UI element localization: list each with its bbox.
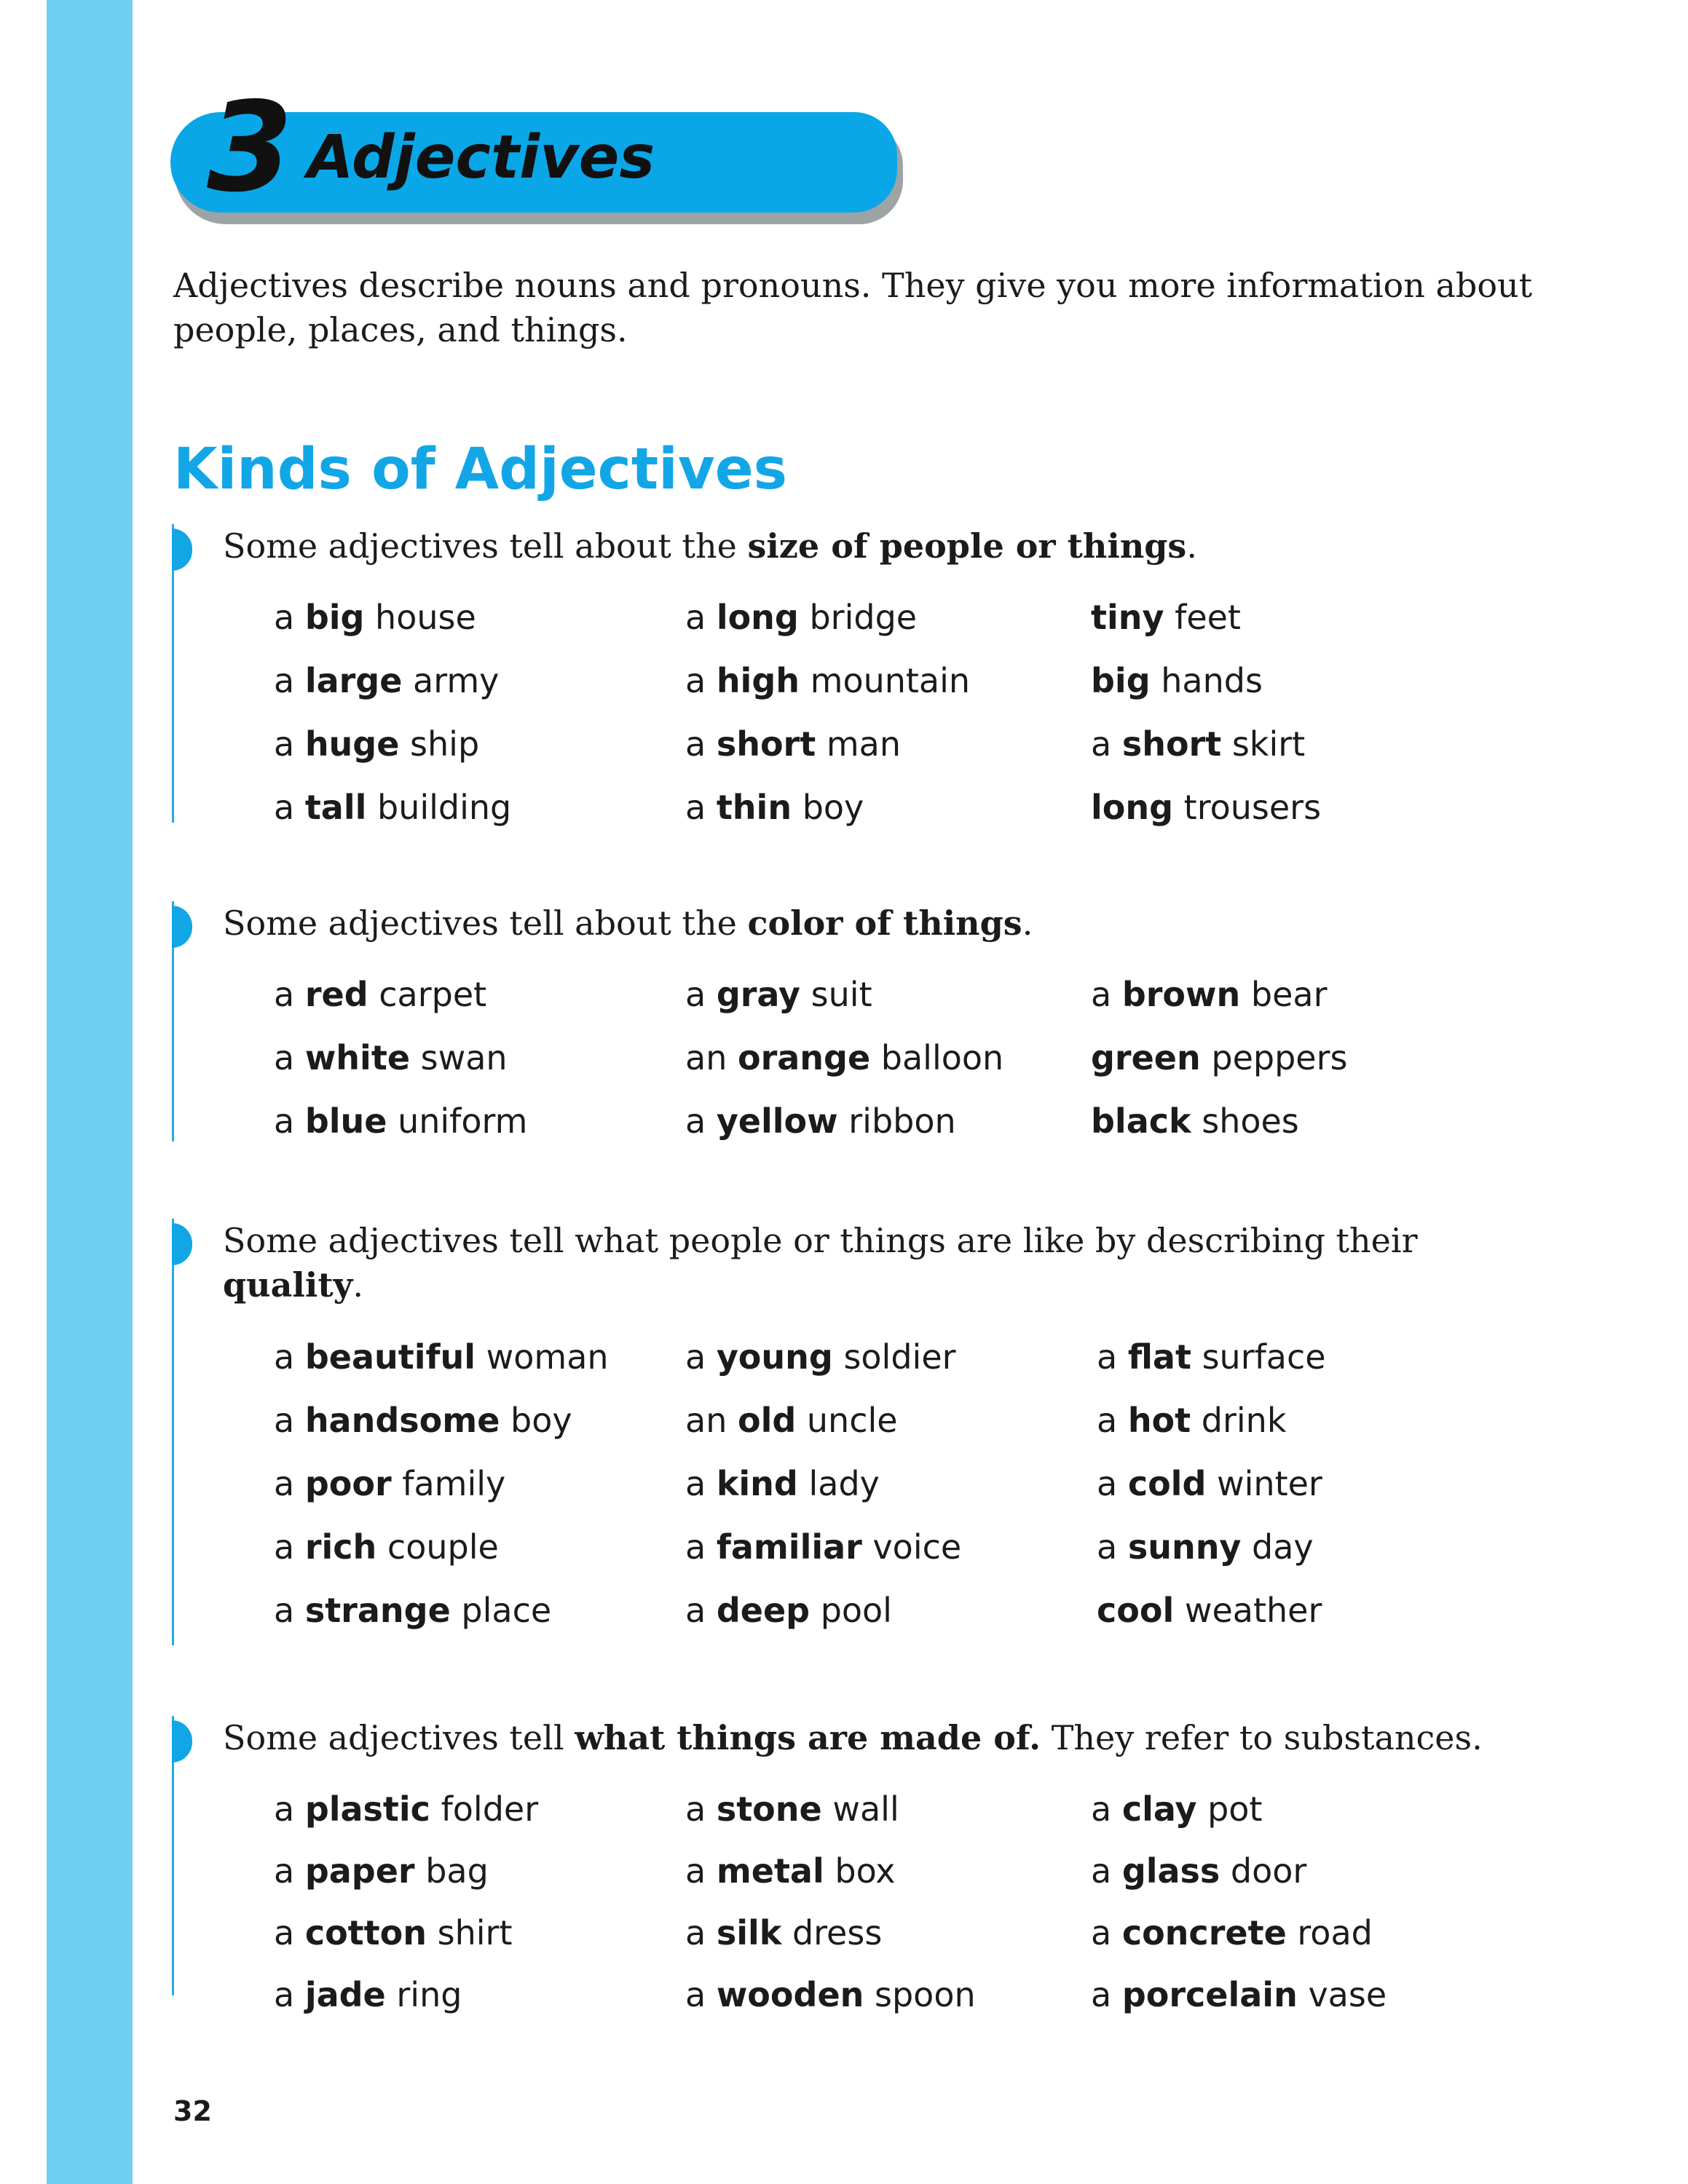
prompt-text: Some adjectives tell what people or things are like by describing their [223,1221,1418,1260]
adjective-word: familiar [716,1527,862,1567]
article: a [685,661,717,700]
adjective-phrase [274,1789,538,1829]
noun-word: lady [797,1464,880,1503]
noun-word: swan [410,1038,508,1077]
adjective-phrase [685,1037,1003,1078]
article: a [274,1337,305,1377]
article: a [685,724,717,764]
article: a [685,1527,717,1567]
adjective-word: jade [304,1975,386,2014]
prompt-text: Some adjectives tell about the [223,903,748,943]
adjective-phrase [274,1400,572,1441]
noun-word: trousers [1173,788,1322,827]
adjective-phrase [685,1912,882,1953]
adjective-phrase [274,1463,505,1504]
noun-word: peppers [1200,1038,1348,1077]
adjective-phrase [1097,1400,1286,1441]
article: a [274,598,305,637]
adjective-word: young [716,1337,833,1377]
adjective-phrase [685,1400,898,1441]
adjective-word: tall [304,788,367,827]
adjective-word: handsome [304,1401,500,1440]
adjective-word: wooden [716,1975,864,2014]
adjective-phrase [685,1101,956,1142]
adjective-word: short [716,724,816,764]
article: a [1091,724,1122,764]
chapter-title: Adjectives [307,123,655,192]
adjective-word: cool [1097,1591,1175,1630]
noun-word: family [391,1464,506,1503]
noun-word: voice [861,1527,962,1567]
noun-word: house [364,598,476,637]
adjective-phrase [274,1851,489,1891]
article: a [274,975,305,1014]
adjective-word: long [716,598,799,637]
article: a [685,1337,717,1377]
adjective-word: blue [304,1101,387,1141]
article: a [274,1975,305,2014]
noun-word: door [1220,1851,1307,1891]
noun-word: feet [1164,598,1241,637]
page-number: 32 [173,2095,212,2127]
adjective-phrase [274,1590,551,1631]
noun-word: building [366,788,512,827]
article: a [685,598,717,637]
article: a [274,1401,305,1440]
article: a [274,1591,305,1630]
prompt-emphasis: quality [223,1265,353,1305]
adjective-phrase [274,660,499,701]
adjective-phrase [1091,597,1241,638]
article: a [1091,975,1122,1014]
adjective-word: cotton [304,1913,427,1952]
noun-word: vase [1297,1975,1387,2014]
adjective-phrase [274,1337,609,1377]
adjective-word: glass [1121,1851,1220,1891]
noun-word: skirt [1221,724,1306,764]
adjective-word: porcelain [1121,1975,1298,2014]
section-prompt [223,524,1526,569]
adjective-phrase [1097,1590,1322,1631]
article: a [274,1851,305,1891]
article: a [685,1101,717,1141]
article: a [1097,1337,1128,1377]
noun-word: man [816,724,901,764]
section-heading: Kinds of Adjectives [173,437,788,502]
adjective-phrase [1091,724,1305,764]
noun-word: boy [500,1401,572,1440]
noun-word: folder [430,1789,539,1829]
adjective-word: poor [304,1464,392,1503]
article: a [274,724,305,764]
adjective-phrase [685,787,864,828]
adjective-word: plastic [304,1789,430,1829]
article: a [685,1913,717,1952]
adjective-word: brown [1121,975,1241,1014]
article: a [1091,1851,1122,1891]
adjective-word: yellow [716,1101,838,1141]
prompt-emphasis: color of things [747,903,1022,943]
adjective-word: flat [1127,1337,1191,1377]
article: a [1091,1975,1122,2014]
adjective-phrase [1091,1101,1299,1142]
adjective-phrase [1091,660,1263,701]
noun-word: bridge [798,598,918,637]
noun-word: day [1241,1527,1314,1567]
prompt-emphasis: size of people or things [747,526,1187,566]
noun-word: box [824,1851,896,1891]
noun-word: soldier [832,1337,956,1377]
noun-word: bag [414,1851,489,1891]
article: a [685,1591,717,1630]
adjective-word: red [304,975,368,1014]
adjective-word: stone [716,1789,822,1829]
adjective-word: tiny [1091,598,1164,637]
adjective-word: paper [304,1851,415,1891]
noun-word: dress [781,1913,883,1952]
adjective-phrase [274,974,486,1015]
adjective-word: beautiful [304,1337,476,1377]
section-prompt [223,1219,1526,1307]
noun-word: hands [1150,661,1263,700]
adjective-phrase [1097,1527,1314,1567]
adjective-word: clay [1121,1789,1197,1829]
noun-word: road [1286,1913,1373,1952]
adjective-phrase [1091,1912,1373,1953]
section-bullet-marker [172,906,192,948]
adjective-phrase [1097,1337,1326,1377]
adjective-word: kind [716,1464,798,1503]
adjective-phrase [274,787,511,828]
noun-word: pool [810,1591,892,1630]
prompt-emphasis: what things are made of. [575,1718,1041,1757]
article: a [274,1101,305,1141]
adjective-phrase [1091,787,1321,828]
prompt-text: . [352,1265,363,1305]
intro-paragraph: Adjectives describe nouns and pronouns. They give you more information about people, places, and things. [173,266,1533,349]
adjective-word: gray [716,975,801,1014]
prompt-text: Some adjectives tell [223,1718,575,1757]
adjective-word: big [1091,661,1151,700]
noun-word: army [402,661,500,700]
noun-word: carpet [368,975,487,1014]
adjective-word: metal [716,1851,824,1891]
noun-word: ship [399,724,480,764]
noun-word: ribbon [837,1101,956,1141]
adjective-phrase [1091,1851,1306,1891]
article: a [1097,1527,1128,1567]
chapter-number: 3 [207,76,293,220]
adjective-word: orange [737,1038,871,1077]
section-prompt [223,901,1526,946]
adjective-word: old [737,1401,797,1440]
adjective-word: long [1091,788,1174,827]
adjective-phrase [1091,1789,1262,1829]
adjective-phrase [274,1101,527,1142]
article: an [685,1401,738,1440]
adjective-phrase [685,1851,896,1891]
article: a [274,1789,305,1829]
article: a [685,975,717,1014]
noun-word: place [450,1591,552,1630]
article: a [1097,1464,1128,1503]
adjective-word: deep [716,1591,811,1630]
adjective-phrase [685,1974,976,2015]
adjective-phrase [685,724,901,764]
article: a [274,1913,305,1952]
adjective-word: sunny [1127,1527,1242,1567]
section-bullet-marker [172,1720,192,1762]
adjective-word: white [304,1038,411,1077]
adjective-phrase [274,1974,462,2015]
adjective-word: thin [716,788,792,827]
article: a [274,788,305,827]
noun-word: shoes [1191,1101,1299,1141]
adjective-word: green [1091,1038,1201,1077]
adjective-phrase [274,1037,508,1078]
noun-word: wall [821,1789,899,1829]
adjective-phrase [685,597,917,638]
adjective-phrase [274,724,479,764]
adjective-phrase [274,1527,499,1567]
side-color-bar [47,0,133,2184]
noun-word: spoon [864,1975,976,2014]
article: an [685,1038,738,1077]
article: a [685,1975,717,2014]
noun-word: uniform [387,1101,528,1141]
article: a [274,1464,305,1503]
noun-word: drink [1191,1401,1287,1440]
adjective-word: cold [1127,1464,1207,1503]
noun-word: woman [476,1337,609,1377]
article: a [274,1038,305,1077]
noun-word: bear [1240,975,1328,1014]
adjective-word: concrete [1121,1913,1287,1952]
adjective-phrase [274,597,476,638]
noun-word: pot [1196,1789,1263,1829]
noun-word: winter [1206,1464,1322,1503]
adjective-phrase [1091,1037,1347,1078]
adjective-word: high [716,661,800,700]
article: a [685,1851,717,1891]
article: a [274,661,305,700]
noun-word: shirt [427,1913,513,1952]
noun-word: ring [385,1975,462,2014]
noun-word: weather [1174,1591,1322,1630]
noun-word: surface [1191,1337,1326,1377]
prompt-text: . [1022,903,1033,943]
adjective-phrase [1091,974,1328,1015]
adjective-word: big [304,598,365,637]
adjective-word: hot [1127,1401,1191,1440]
article: a [1097,1401,1128,1440]
adjective-phrase [685,1590,892,1631]
adjective-phrase [274,1912,513,1953]
adjective-phrase [685,1527,961,1567]
adjective-phrase [685,1463,880,1504]
adjective-phrase [685,1337,956,1377]
adjective-word: rich [304,1527,377,1567]
noun-word: mountain [800,661,971,700]
prompt-text: Some adjectives tell about the [223,526,748,566]
adjective-word: black [1091,1101,1191,1141]
noun-word: balloon [870,1038,1004,1077]
noun-word: suit [800,975,872,1014]
section-bullet-marker [172,1223,192,1265]
article: a [685,1464,717,1503]
prompt-text: They refer to substances. [1041,1718,1483,1757]
adjective-word: large [304,661,403,700]
article: a [274,1527,305,1567]
adjective-word: huge [304,724,400,764]
article: a [1091,1789,1122,1829]
adjective-phrase [685,974,872,1015]
noun-word: couple [376,1527,499,1567]
adjective-phrase [1091,1974,1387,2015]
adjective-word: short [1121,724,1222,764]
article: a [1091,1913,1122,1952]
article: a [685,788,717,827]
section-prompt [223,1716,1526,1760]
noun-word: boy [792,788,864,827]
article: a [685,1789,717,1829]
noun-word: uncle [796,1401,898,1440]
prompt-text: . [1186,526,1197,566]
adjective-phrase [685,1789,899,1829]
adjective-word: strange [304,1591,451,1630]
adjective-word: silk [716,1913,782,1952]
section-rule [172,1219,174,1645]
adjective-phrase [685,660,970,701]
section-bullet-marker [172,529,192,571]
adjective-phrase [1097,1463,1322,1504]
